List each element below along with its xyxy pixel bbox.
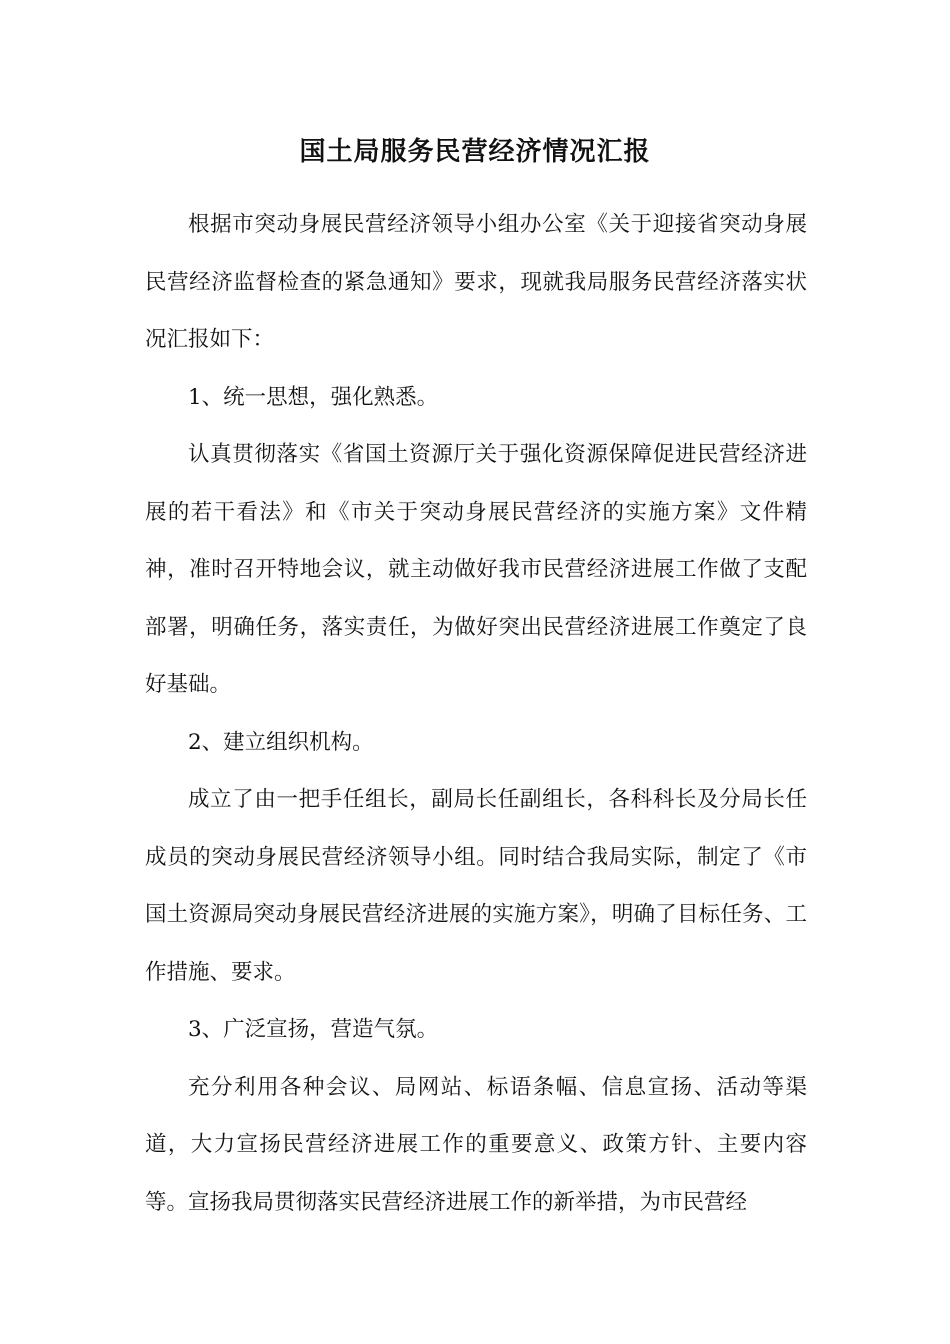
intro-paragraph: 根据市突动身展民营经济领导小组办公室《关于迎接省突动身展民营经济监督检查的紧急通知》要求，现就我局服务民营经济落实状况汇报如下： — [145, 212, 807, 352]
section-heading-2: 2、建立组织机构。 — [188, 729, 374, 755]
document-title: 国土局服务民营经济情况汇报 — [299, 137, 651, 167]
section-heading-1: 1、统一思想，强化熟悉。 — [188, 384, 439, 410]
section-heading-3: 3、广泛宣扬，营造气氛。 — [188, 1017, 439, 1042]
section-2-paragraph: 成立了由一把手任组长，副局长任副组长，各科科长及分局长任成员的突动身展民营经济领导小组。同时结合我局实际，制定了《市国土资源局突动身展民营经济进展的实施方案》，明确了目标任务、工作措施、要求。 — [145, 787, 807, 985]
document-body — [145, 196, 807, 1231]
section-3-paragraph: 充分利用各种会议、局网站、标语条幅、信息宣扬、活动等渠道，大力宣扬民营经济进展工作的重要意义、政策方针、主要内容等。宣扬我局贯彻落实民营经济进展工作的新举措，为市民营经 — [145, 1074, 807, 1215]
section-1-paragraph: 认真贯彻落实《省国土资源厅关于强化资源保障促进民营经济进展的若干看法》和《市关于突动身展民营经济的实施方案》文件精神，准时召开特地会议，就主动做好我市民营经济进展工作做了支配部署，明确任务，落实责任，为做好突出民营经济进展工作奠定了良好基础。 — [145, 442, 807, 697]
